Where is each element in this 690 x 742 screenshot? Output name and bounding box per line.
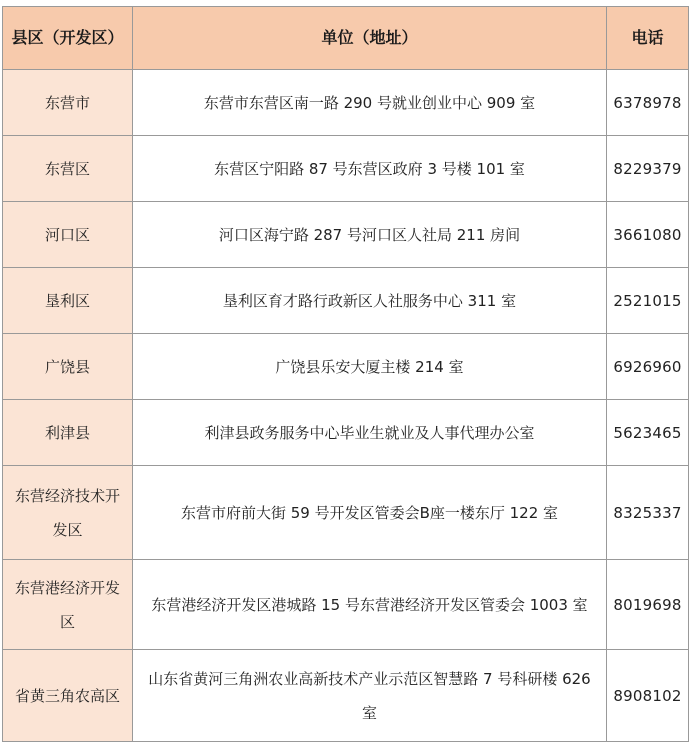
address-cell: 东营市府前大街 59 号开发区管委会B座一楼东厅 122 室 <box>133 466 607 560</box>
phone-cell: 2521015 <box>607 268 689 334</box>
table-row <box>3 202 689 268</box>
county-cell: 垦利区 <box>3 268 133 334</box>
address-cell: 东营市东营区南一路 290 号就业创业中心 909 室 <box>133 70 607 136</box>
county-cell: 省黄三角农高区 <box>3 650 133 742</box>
address-cell: 东营港经济开发区港城路 15 号东营港经济开发区管委会 1003 室 <box>133 560 607 650</box>
county-cell: 河口区 <box>3 202 133 268</box>
phone-cell: 8908102 <box>607 650 689 742</box>
county-cell: 东营经济技术开发区 <box>3 466 133 560</box>
county-cell: 广饶县 <box>3 334 133 400</box>
table-row <box>3 466 689 560</box>
address-cell: 利津县政务服务中心毕业生就业及人事代理办公室 <box>133 400 607 466</box>
table-row <box>3 560 689 650</box>
table-row <box>3 70 689 136</box>
county-cell: 东营港经济开发区 <box>3 560 133 650</box>
address-cell: 垦利区育才路行政新区人社服务中心 311 室 <box>133 268 607 334</box>
header-phone: 电话 <box>607 7 689 70</box>
header-county: 县区（开发区） <box>3 7 133 70</box>
table-row <box>3 334 689 400</box>
table-header-row <box>3 7 689 70</box>
table-row <box>3 268 689 334</box>
address-cell: 山东省黄河三角洲农业高新技术产业示范区智慧路 7 号科研楼 626 室 <box>133 650 607 742</box>
phone-cell: 8229379 <box>607 136 689 202</box>
phone-cell: 5623465 <box>607 400 689 466</box>
address-cell: 东营区宁阳路 87 号东营区政府 3 号楼 101 室 <box>133 136 607 202</box>
address-cell: 广饶县乐安大厦主楼 214 室 <box>133 334 607 400</box>
county-cell: 东营区 <box>3 136 133 202</box>
phone-cell: 8325337 <box>607 466 689 560</box>
table-row <box>3 136 689 202</box>
phone-cell: 3661080 <box>607 202 689 268</box>
table-row <box>3 400 689 466</box>
address-cell: 河口区海宁路 287 号河口区人社局 211 房间 <box>133 202 607 268</box>
county-cell: 利津县 <box>3 400 133 466</box>
header-address: 单位（地址） <box>133 7 607 70</box>
county-cell: 东营市 <box>3 70 133 136</box>
phone-cell: 6926960 <box>607 334 689 400</box>
table-row <box>3 650 689 742</box>
phone-cell: 6378978 <box>607 70 689 136</box>
contact-table <box>2 6 689 742</box>
phone-cell: 8019698 <box>607 560 689 650</box>
